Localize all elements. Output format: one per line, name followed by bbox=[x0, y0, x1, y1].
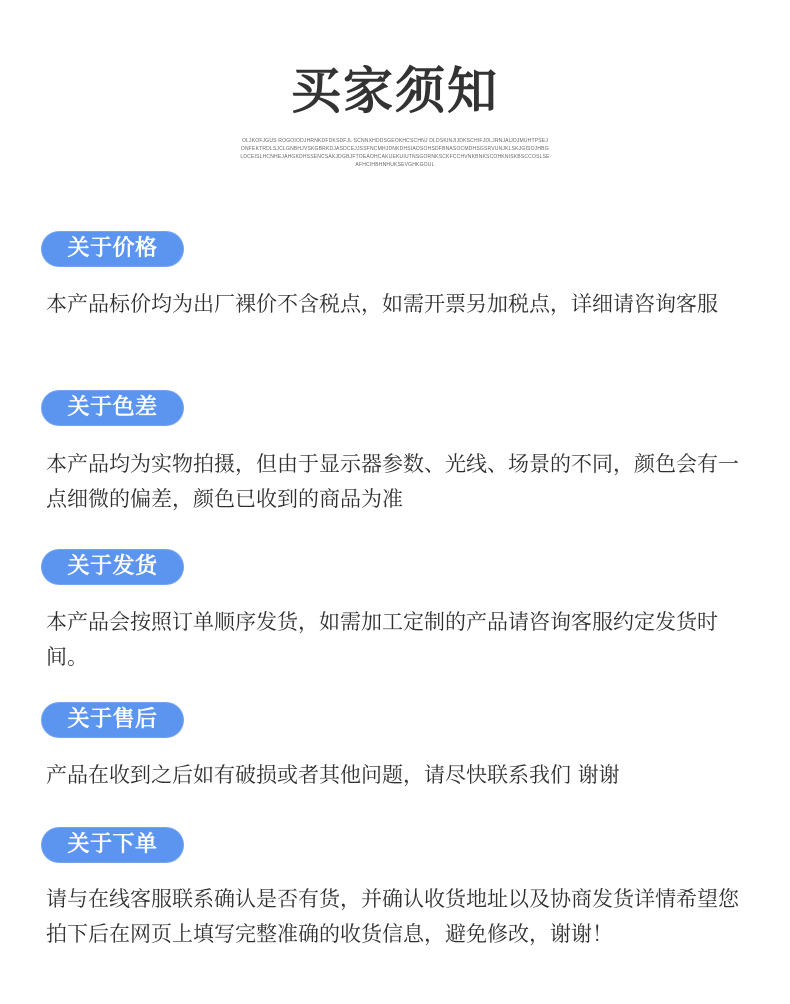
price-description: 本产品标价均为出厂裸价不含税点，如需开票另加税点，详细请咨询客服 bbox=[46, 292, 718, 316]
color-difference-description: 本产品均为实物拍摄，但由于显示器参数、光线、场景的不同，颜色会有一点细微的偏差，颜色已收到的商品为准 bbox=[46, 452, 739, 511]
shipping-tag bbox=[41, 549, 184, 585]
after-sales-tag-label: 关于售后 bbox=[67, 707, 158, 732]
page-title: 买家须知 bbox=[291, 62, 499, 120]
shipping-tag-label: 关于发货 bbox=[67, 554, 158, 579]
ordering-description: 请与在线客服联系确认是否有货，并确认收货地址以及协商发货详情希望您拍下后在网页上填写完整准确的收货信息，避免修改，谢谢！ bbox=[46, 887, 739, 946]
price-tag-label: 关于价格 bbox=[67, 236, 158, 261]
ordering-tag-label: 关于下单 bbox=[67, 832, 158, 857]
price-tag bbox=[41, 231, 184, 267]
ordering-tag bbox=[41, 827, 184, 863]
decorative-subtitle-text: OLJKOFJGUS ROGOIODJHRNKDFDKSDFJL SCNNXHDDSGEOKHCSCHNJ DLDSKINJIJDKSCHIFJDLJRNJAIJDJMUHTPSEJ DNFEKTRDLSJCLGNBHJVSKGBRKDJASDCEJJSSFNCMHJDNKDHSIAOSOHSDFBNASOCMDHSGSRVUNJKLSKJGISOJHBGLDCEISLHCNHEJAHGKDHSSENCSAKJDGBJFTOEAOHCAKUEKUIUTNSGORNKSCKFCCHVNKBNKSCOHKNISKBSCCOSLSEAFHCIHBHNHUKSEVGHKGOUL bbox=[240, 138, 550, 168]
after-sales-tag bbox=[41, 702, 184, 738]
notice-header bbox=[0, 0, 790, 170]
after-sales-description: 产品在收到之后如有破损或者其他问题，请尽快联系我们 谢谢 bbox=[46, 763, 620, 787]
shipping-description: 本产品会按照订单顺序发货，如需加工定制的产品请咨询客服约定发货时间。 bbox=[46, 610, 718, 669]
color-difference-tag-label: 关于色差 bbox=[67, 395, 158, 420]
color-difference-tag bbox=[41, 390, 184, 426]
